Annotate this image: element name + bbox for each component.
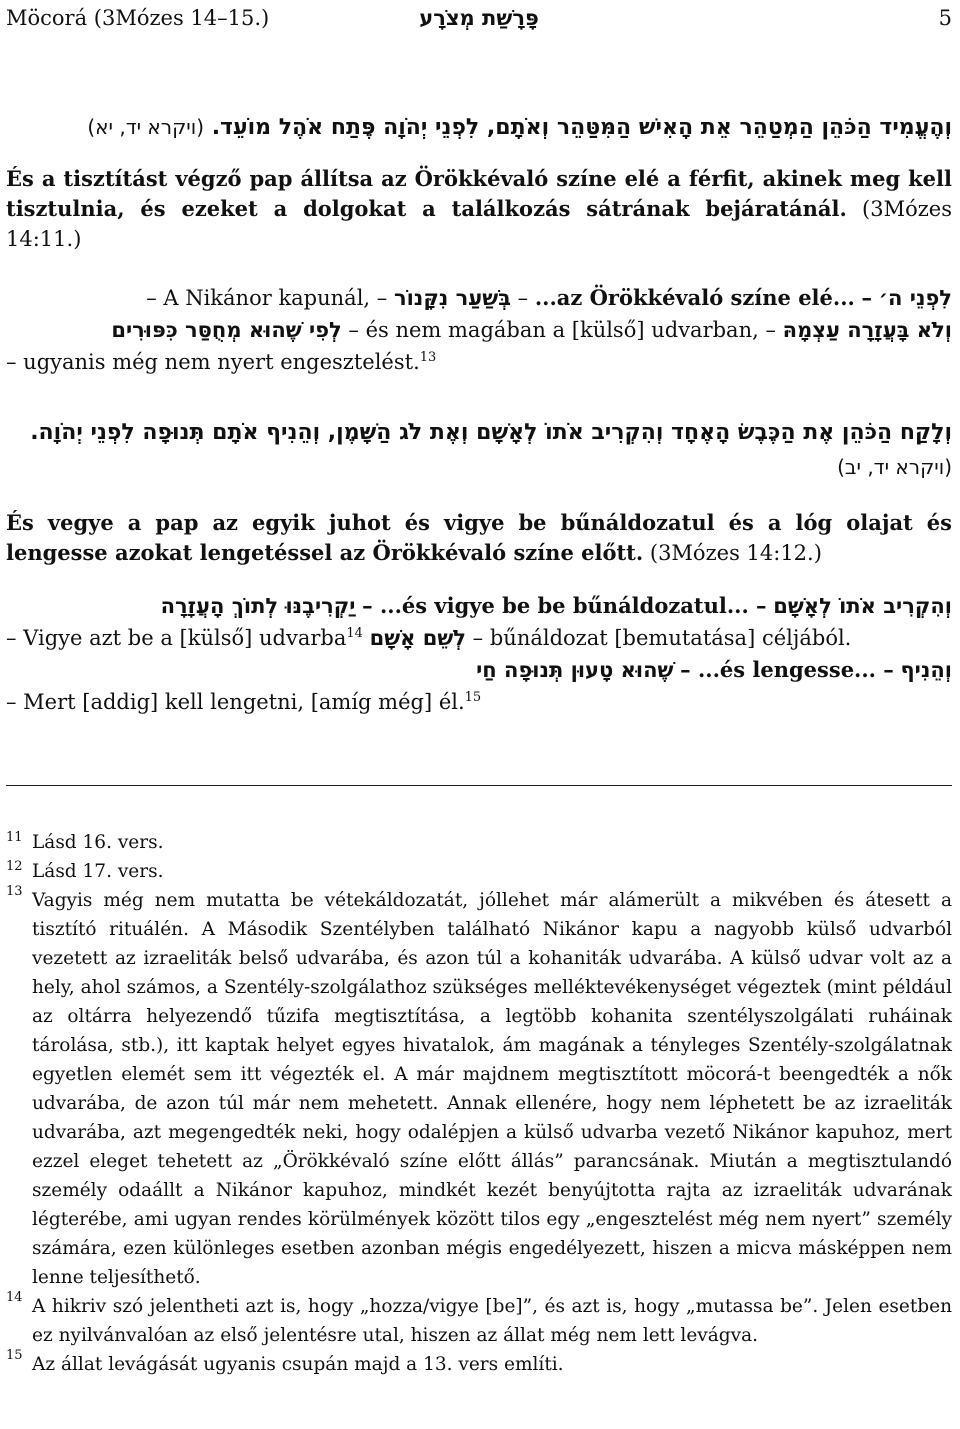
footnote-ref[interactable]: 13 bbox=[419, 350, 437, 365]
verse-reference: (3Mózes 14:11.) bbox=[6, 197, 952, 251]
footnote-text: Lásd 17. vers. bbox=[32, 861, 164, 882]
gloss-dash: – bbox=[861, 285, 873, 310]
hebrew-text: וְלָקַח הַכֹּהֵן אֶת הַכֶּבֶשׂ הָאֶחָד וְהִקְרִיב אֹתוֹ לְאָשָׁם וְאֶת לֹג הַשָּׁמֶן, וְהֵנִיף אֹתָם תְּנוּפָה לִפְנֵי יְהֹוָה. bbox=[30, 420, 952, 445]
gloss-hungarian: ...az Örökkévaló színe elé... bbox=[534, 285, 855, 310]
gloss-explanation: – Mert [addig] kell lengetni, [amíg még] él. bbox=[6, 690, 465, 714]
footnote-number: 13 bbox=[6, 884, 23, 899]
footnote bbox=[6, 1292, 952, 1350]
running-title: Möcorá (3Mózes 14–15.) bbox=[6, 6, 270, 30]
page-header bbox=[6, 0, 952, 36]
hebrew-reference: (ויקרא יד, יא) bbox=[87, 115, 205, 139]
gloss-line bbox=[6, 622, 952, 654]
hebrew-text: וְהֶעֱמִיד הַכֹּהֵן הַמְטַהֵר אֵת הָאִישׁ הַמִּטַּהֵר וְאֹתָם, לִפְנֵי יְהֹוָה פֶּתַח אֹהֶל מוֹעֵד. bbox=[211, 115, 952, 140]
translation-text: És vegye a pap az egyik juhot és vigye be bűnáldozatul és a lóg olajat és lengesse azokat lengetéssel az Örökkévaló színe előtt. bbox=[6, 510, 952, 565]
footnote-divider bbox=[6, 785, 952, 786]
footnote-text: A hikriv szó jelentheti azt is, hogy „hozza/vigye [be]”, és azt is, hogy „mutassa be”. Jelen esetben ez nyilvánvalóan az első jelentésre utal, hiszen az állat még nem lett levágva. bbox=[32, 1296, 952, 1346]
gloss-explanation: – Vigye azt be a [külső] udvarba bbox=[6, 626, 347, 650]
footnote-number: 14 bbox=[6, 1290, 23, 1305]
gloss-hebrew: לִפְנֵי ה׳ bbox=[878, 286, 952, 310]
gloss-line bbox=[6, 282, 952, 314]
gloss-hebrew: שֶׁהוּא טָעוּן תְּנוּפָה חַי bbox=[476, 658, 674, 682]
verse-12-hungarian bbox=[6, 508, 952, 568]
parasha-title: פָּרָשַׁת מְצֹרָע bbox=[419, 6, 539, 30]
footnote bbox=[6, 1350, 952, 1379]
verse-11-hebrew bbox=[6, 110, 952, 145]
verse-11-hungarian bbox=[6, 164, 952, 254]
footnote-number: 15 bbox=[6, 1348, 23, 1363]
verse-12-commentary bbox=[6, 590, 952, 718]
verse-12-hebrew bbox=[6, 416, 952, 485]
gloss-hebrew: וְלֹא בָּעֲזָרָה עַצְמָהּ bbox=[782, 318, 952, 342]
footnote: 12 Lásd 17. vers. bbox=[6, 858, 164, 882]
footnote bbox=[6, 886, 952, 1292]
gloss-line bbox=[6, 686, 952, 718]
gloss-hebrew: לְשֵׁם אָשָׁם bbox=[369, 626, 466, 650]
gloss-explanation: – és nem magában a [külső] udvarban, – bbox=[348, 318, 776, 342]
footnotes bbox=[6, 828, 952, 1379]
verse-reference: (3Mózes 14:12.) bbox=[649, 541, 822, 565]
gloss-hungarian: – ...és lengesse... – bbox=[680, 657, 894, 682]
gloss-hebrew: יַקְרִיבֶנּוּ לְתוֹךְ הָעֲזָרָה bbox=[160, 594, 356, 618]
gloss-line bbox=[6, 590, 952, 622]
gloss-explanation: – ugyanis még nem nyert engesztelést. bbox=[6, 350, 420, 374]
footnote: 11 Lásd 16. vers. bbox=[6, 829, 164, 853]
footnote-ref[interactable]: 14 bbox=[346, 626, 363, 641]
gloss-line bbox=[6, 346, 952, 378]
gloss-explanation: – bűnáldozat [bemutatása] céljából. bbox=[472, 626, 852, 650]
page-number: 5 bbox=[938, 6, 952, 30]
gloss-hebrew: וְהֵנִיף bbox=[900, 658, 952, 682]
footnote-ref[interactable]: 15 bbox=[464, 690, 482, 705]
translation-text: És a tisztítást végző pap állítsa az Örökkévaló színe elé a férfit, akinek meg kell tisztulnia, és ezeket a dolgokat a találkozás sátrának bejáratánál. bbox=[6, 166, 952, 221]
verse-11-commentary bbox=[6, 282, 952, 378]
hebrew-reference: (ויקרא יד, יב) bbox=[837, 455, 952, 479]
gloss-explanation: – A Nikánor kapunál, – bbox=[146, 286, 388, 310]
gloss-line bbox=[6, 314, 952, 346]
gloss-hebrew: לְפִי שֶׁהוּא מְחֻסַּר כִּפּוּרִים bbox=[111, 318, 342, 342]
gloss-hebrew: בְּשַׁעַר נִקָּנוֹר bbox=[393, 286, 511, 310]
gloss-hebrew: וְהִקְרִיב אֹתוֹ לְאָשָׁם bbox=[773, 594, 952, 618]
footnote-text: Az állat levágását ugyanis csupán majd a 13. vers említi. bbox=[32, 1354, 564, 1375]
gloss-dash: – bbox=[517, 286, 529, 310]
gloss-hungarian: – ...és vigye be be bűnáldozatul... – bbox=[362, 593, 767, 618]
gloss-line bbox=[6, 654, 952, 686]
footnote-text: Lásd 16. vers. bbox=[32, 832, 164, 853]
footnote-text: Vagyis még nem mutatta be vétekáldozatát, jóllehet már alámerült a mikvében és átesett a tisztító rituálén. A Második Szentélyben található Nikánor kapu a nagyobb külső udvarból vezetett az izraeliták belső udvarába, és azon túl a kohaniták udvarába. A külső udvar volt az a hely, ahol számos, a Szentély-szolgálathoz szükséges melléktevékenységet végeztek (mint például az oltárra helyezendő tűzifa megtisztítása, a legtöbb kohanita szentélyszolgálati ruháinak tárolása, stb.), itt kaptak helyet egyes hivatalok, ám magának a tényleges Szentély-szolgálatnak egyetlen elemét sem itt végezték el. A már majdnem megtisztított möcorá-t beengedték a nők udvarába, de azon túl már nem mehetett. Annak ellenére, hogy nem léphetett be az izraeliták udvarába, azt megengedték neki, hogy odalépjen a külső udvarba vezető Nikánor kapuhoz, mert ezzel eleget tehetett az „Örökkévaló színe előtt állás” parancsának. Miután a megtisztulandó személy odaállt a Nikánor kapuhoz, mindkét kezét benyújtotta rajta az izraeliták udvarának légterébe, ami ugyan rendes körülmények között tilos egy „engesztelést még nem nyert” személy számára, ezen különleges esetben azonban mégis engedélyezett, hiszen a micva másképpen nem lenne teljesíthető. bbox=[32, 890, 952, 1288]
